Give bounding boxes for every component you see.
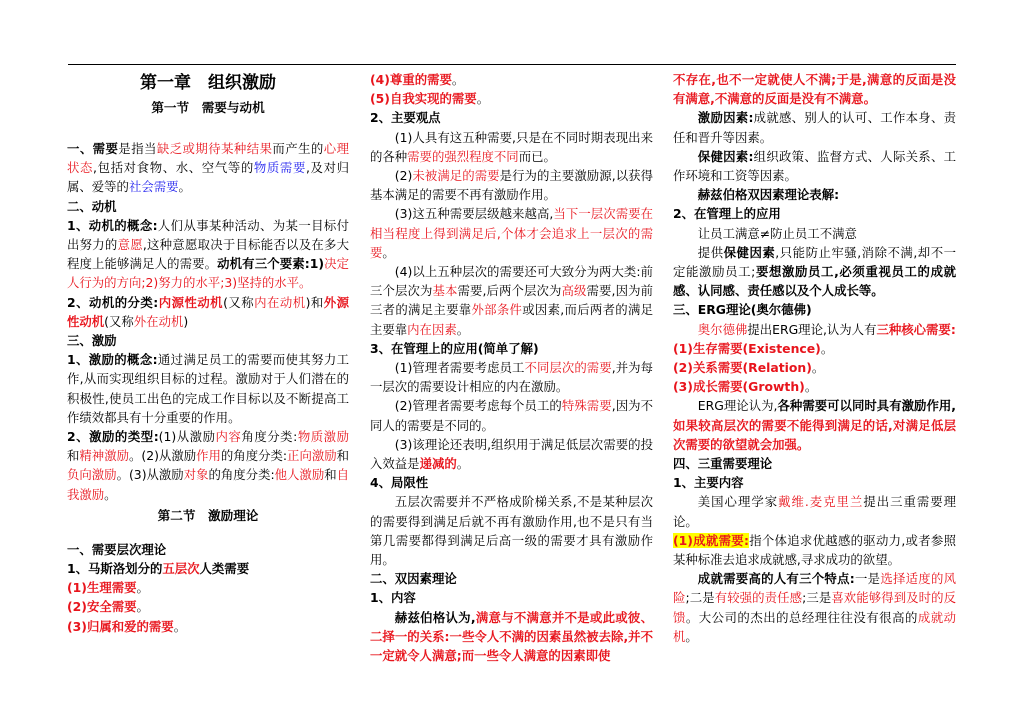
heading-hierarchy: 一、需要层次理论 — [67, 541, 167, 557]
text-run: 角度分类: — [241, 429, 298, 445]
text-run: 不同层次的需要 — [524, 360, 612, 376]
text-run: 。 — [476, 91, 490, 107]
herzberg-continued — [673, 70, 956, 108]
text-run: 提出三重需要理论。 — [673, 494, 957, 529]
point-2 — [370, 166, 653, 204]
mcclelland-intro — [673, 492, 956, 530]
erg-2 — [673, 358, 956, 377]
text-run: 当下一层次需要在相当程度上得到满足后,个体才会追求上一层次的需要 — [370, 206, 653, 260]
text-run: 需要,因为前三者的满足主要靠 — [370, 283, 653, 318]
heading-main-points: 2、主要观点 — [370, 110, 441, 126]
text-run: 。大公司的杰出的总经理往往没有很高的 — [685, 609, 918, 625]
limitations-text: 五层次需要并不严格成阶梯关系,不是某种层次的需要得到满足后就不再有激励作用,也不是只有当第几需要都得到满足后高一级的需要才具有激励作用。 — [370, 494, 653, 568]
text-run: 递减的 — [419, 456, 457, 472]
text-run: 。 — [804, 379, 818, 395]
erg-view — [673, 396, 956, 454]
app-2 — [370, 396, 653, 434]
app-3 — [370, 435, 653, 473]
heading-motive: 二、动机 — [67, 198, 117, 214]
text-run: 内容 — [215, 429, 242, 445]
text-run: 外在动机 — [133, 313, 184, 329]
text-run: 。 — [456, 321, 470, 337]
text-run: 是行为的主要激励源,以获得基本满足的需要不再有激励作用。 — [370, 168, 653, 203]
text-run: 未被满足的需要 — [412, 168, 500, 184]
text-run: 高级 — [561, 283, 587, 299]
text-run: 。 — [136, 580, 149, 596]
text-run: 喜欢能够得到及时的反馈 — [673, 590, 957, 625]
text-run: 不存在,也不一定就使人不满;于是,满意的反面是没有满意,不满意的反面是没有不满意。 — [673, 72, 956, 107]
text-run: 外源性动机 — [67, 294, 350, 329]
text-run: 提出ERG理论,认为人有 — [747, 321, 877, 337]
incentive-types — [67, 427, 349, 504]
header-rule — [68, 64, 956, 65]
heading-content: 1、内容 — [370, 590, 416, 606]
need-definition — [67, 139, 349, 197]
text-run: ;二是 — [685, 590, 715, 606]
text-run: 成就感、别人的认可、工作本身、责任和晋升等因素。 — [673, 110, 956, 145]
text-run: 人类需要 — [199, 561, 250, 577]
spacer — [67, 528, 349, 540]
text-run: 选择适度的风险 — [673, 571, 957, 606]
text-run: (4)尊重的需要 — [370, 72, 452, 87]
text-run: 戴维.麦克里兰 — [778, 494, 864, 510]
text-run: 。 — [456, 456, 470, 472]
heading-application: 3、在管理上的应用(简单了解) — [370, 340, 539, 356]
text-run: 的角度分类: — [208, 467, 275, 483]
app2-line-2 — [673, 243, 956, 301]
need-5 — [370, 89, 653, 108]
achievement-traits — [673, 569, 956, 646]
text-run: 。(3)从激励 — [116, 467, 184, 483]
hygiene-factors — [673, 147, 956, 185]
motivator-factors — [673, 108, 956, 146]
text-run: 。 — [811, 360, 825, 376]
text-run: 决定人行为的方向;2)努力的水平;3)坚持的水平。 — [67, 256, 350, 291]
text-run: 物质激励 — [297, 429, 350, 445]
heading-erg: 三、ERG理论(奥尔德佛) — [673, 302, 812, 318]
text-run: ,这种意愿取决于目标能否以及在多大程度上能够满足人的需要。 — [67, 237, 349, 272]
text-run: : — [950, 321, 956, 337]
text-run: 有较强的责任感 — [714, 590, 803, 606]
text-run: 需要,后两个层次为 — [457, 283, 562, 299]
text-run: (1)人具有这五种需要,只是在不同时期表现出来的各种 — [370, 129, 653, 164]
text-run: 内在因素 — [407, 321, 457, 337]
text-run: 2、激励的类型: — [67, 429, 159, 445]
text-run: 和 — [67, 448, 80, 464]
text-run: 1、激励的概念: — [67, 352, 158, 368]
chapter-title: 第一章 组织激励 — [140, 73, 276, 93]
text-run: 成就需要高的人有三个特点: — [697, 571, 855, 587]
text-run: 心理状态 — [67, 141, 350, 176]
section-title-2: 第二节 激励理论 — [157, 507, 259, 523]
text-run: 美国心理学家 — [697, 494, 779, 510]
text-run: ERG理论认为, — [697, 398, 778, 414]
text-run: 奥尔德佛 — [697, 321, 748, 337]
text-run: (2) — [394, 168, 413, 184]
text-run: 负向激励 — [67, 467, 117, 483]
need-2 — [67, 597, 349, 616]
text-run: (2)关系需要(Relation) — [673, 360, 812, 376]
text-run: 一、需要 — [67, 141, 119, 156]
text-run: 1、马斯洛划分的 — [67, 561, 163, 577]
herzberg-text — [370, 608, 653, 666]
text-run: 。 — [136, 599, 149, 615]
text-run: 需要的强烈程度不同 — [407, 148, 519, 164]
heading-incentive: 三、激励 — [67, 333, 117, 349]
text-run: 指个体追求优越感的驱动力,或者参照某种标准去追求成就感,寻求成功的欲望。 — [673, 532, 956, 568]
text-run: 而产生的 — [272, 141, 324, 156]
column-3 — [673, 70, 956, 646]
text-run: (1)生存需要(Existence) — [673, 340, 821, 356]
text-run: 提供 — [697, 244, 724, 260]
section-title-1: 第一节 需要与动机 — [151, 100, 265, 115]
text-run: (又称 — [104, 313, 134, 329]
text-run: 。 — [173, 618, 187, 634]
text-run: 是指当 — [118, 141, 157, 156]
text-run: ) — [183, 313, 189, 329]
text-run: 基本 — [432, 283, 458, 299]
text-run: (3)该理论还表明,组织用于满足低层次需要的投入效益是 — [370, 436, 653, 472]
text-run: (5)自我实现的需要 — [370, 91, 477, 107]
text-run: ,因为不同人的需要是不同的。 — [370, 398, 653, 433]
text-run: 。 — [685, 628, 698, 644]
text-run: 。 — [382, 244, 395, 260]
text-run: (4)以上五种层次的需要还可大致分为两大类:前三个层次为 — [370, 264, 653, 299]
text-run: 满意与不满意并不是或此或彼、二择一的关系:一些令人不满的因素虽然被去除,并不一定就令人满意;而一些令人满意的因素即使 — [370, 609, 654, 664]
text-run: 作用 — [196, 448, 221, 464]
point-4 — [370, 262, 653, 339]
text-run: 保健因素: — [697, 148, 754, 164]
text-run: 内在动机 — [254, 294, 306, 310]
text-run: 社会需要 — [128, 179, 179, 195]
text-run: (3)归属和爱的需要 — [67, 618, 174, 634]
text-run: 保健因素 — [723, 244, 776, 260]
text-run: 特殊需要 — [561, 398, 612, 414]
text-run: 。(2)从激励 — [128, 448, 197, 464]
text-run: 三种核心需要 — [876, 321, 951, 337]
text-run: 2、动机的分类: — [67, 294, 159, 310]
text-run: 和 — [336, 448, 350, 464]
point-1 — [370, 128, 653, 166]
text-run: 物质需要 — [253, 160, 306, 176]
text-run: 他人激励 — [274, 467, 325, 483]
highlight-marker: (1)成就需要: — [673, 532, 749, 548]
text-run: (3)这五种需要层级越来越高, — [394, 206, 554, 222]
text-run: 人们从事某种活动、为某一目标付出努力的 — [67, 217, 350, 253]
text-run: 动机有三个要素:1) — [217, 256, 324, 272]
column-1 — [67, 70, 349, 636]
app2-line-1: 让员工满意≠防止员工不满意 — [697, 225, 857, 241]
heading-two-factor: 二、双因素理论 — [370, 571, 457, 587]
text-run: (3)成长需要(Growth) — [673, 379, 805, 395]
achievement-need — [673, 531, 956, 569]
text-run: 要想激励员工,必须重视员工的成就感、认同感、责任感以及个人成长等。 — [673, 264, 956, 299]
heading-application-2: 2、在管理上的应用 — [673, 206, 781, 222]
text-run: ,并为每一层次的需要设计相应的内在激励。 — [370, 360, 653, 395]
text-run: 或因素,而后两者的满足主要靠 — [370, 302, 654, 337]
text-run: 精神激励 — [79, 448, 129, 464]
app-1 — [370, 358, 653, 396]
column-2 — [370, 70, 653, 665]
text-run: 如果较高层次的需要不能得到满足的话,对满足低层次需要的欲望就会加强。 — [673, 417, 956, 452]
text-run: 正向激励 — [287, 448, 337, 464]
text-run: 和 — [324, 467, 337, 483]
erg-1 — [673, 339, 956, 358]
text-run: 一是 — [854, 571, 881, 587]
text-run: ,及对归属、爱等的 — [67, 160, 349, 195]
text-run: 对象 — [183, 467, 209, 483]
text-run: 内源性动机 — [158, 294, 224, 310]
text-run: 。 — [451, 72, 465, 87]
text-run: (1)从激励 — [158, 429, 216, 445]
herzberg-table-caption: 赫兹伯格双因素理论表解: — [697, 187, 840, 203]
text-run: 。 — [178, 179, 191, 195]
motive-concept — [67, 216, 349, 293]
text-run: 意愿 — [117, 237, 143, 253]
text-run: (又称 — [223, 294, 255, 310]
text-run: 赫兹伯格认为, — [394, 609, 476, 625]
motive-class — [67, 293, 349, 331]
text-run: 而已。 — [518, 148, 556, 164]
text-run: 。 — [104, 486, 117, 502]
text-run: ;三是 — [802, 590, 832, 606]
text-run: 缺乏或期待某种结果 — [156, 141, 273, 156]
text-run: 通过满足员工的需要而使其努力工作,从而实现组织目标的过程。激励对于人们潜在的积极性,使员工出色的完成工作目标以及不断提高工作绩效都具有十分重要的作用。 — [67, 352, 350, 425]
erg-3 — [673, 377, 956, 396]
text-run: 的角度分类: — [220, 448, 288, 464]
text-run: (2)管理者需要考虑每个员工的 — [394, 398, 562, 414]
text-run: 组织政策、监督方式、人际关系、工作环境和工资等因素。 — [673, 148, 956, 184]
text-run: )和 — [305, 294, 324, 310]
text-run: 外部条件 — [471, 302, 523, 318]
text-run: 自我激励 — [67, 467, 350, 502]
text-run: 各种需要可以同时具有激励作用, — [777, 398, 956, 414]
text-run: ,包括对食物、水、空气等的 — [93, 160, 254, 176]
text-run: 成就动机 — [673, 609, 957, 644]
text-run: (1)生理需要 — [67, 580, 137, 596]
heading-three-needs: 四、三重需要理论 — [673, 456, 773, 472]
spacer — [67, 120, 349, 139]
incentive-concept — [67, 350, 349, 427]
need-1 — [67, 578, 349, 597]
point-3 — [370, 204, 653, 262]
erg-intro — [673, 320, 956, 339]
need-4 — [370, 70, 653, 89]
heading-main-content: 1、主要内容 — [673, 475, 744, 491]
text-run: 。 — [820, 340, 834, 356]
maslow-line — [67, 559, 349, 578]
text-run: (1)管理者需要考虑员工 — [394, 360, 525, 376]
text-run: 激励因素: — [697, 110, 754, 126]
text-run: 五层次 — [162, 561, 200, 577]
need-3 — [67, 617, 349, 636]
text-run: ,只能防止牢骚,消除不满,却不一定能激励员工; — [673, 244, 956, 280]
text-run: 1、动机的概念: — [67, 217, 158, 233]
heading-limitations: 4、局限性 — [370, 475, 429, 491]
text-run: (2)安全需要 — [67, 599, 137, 615]
